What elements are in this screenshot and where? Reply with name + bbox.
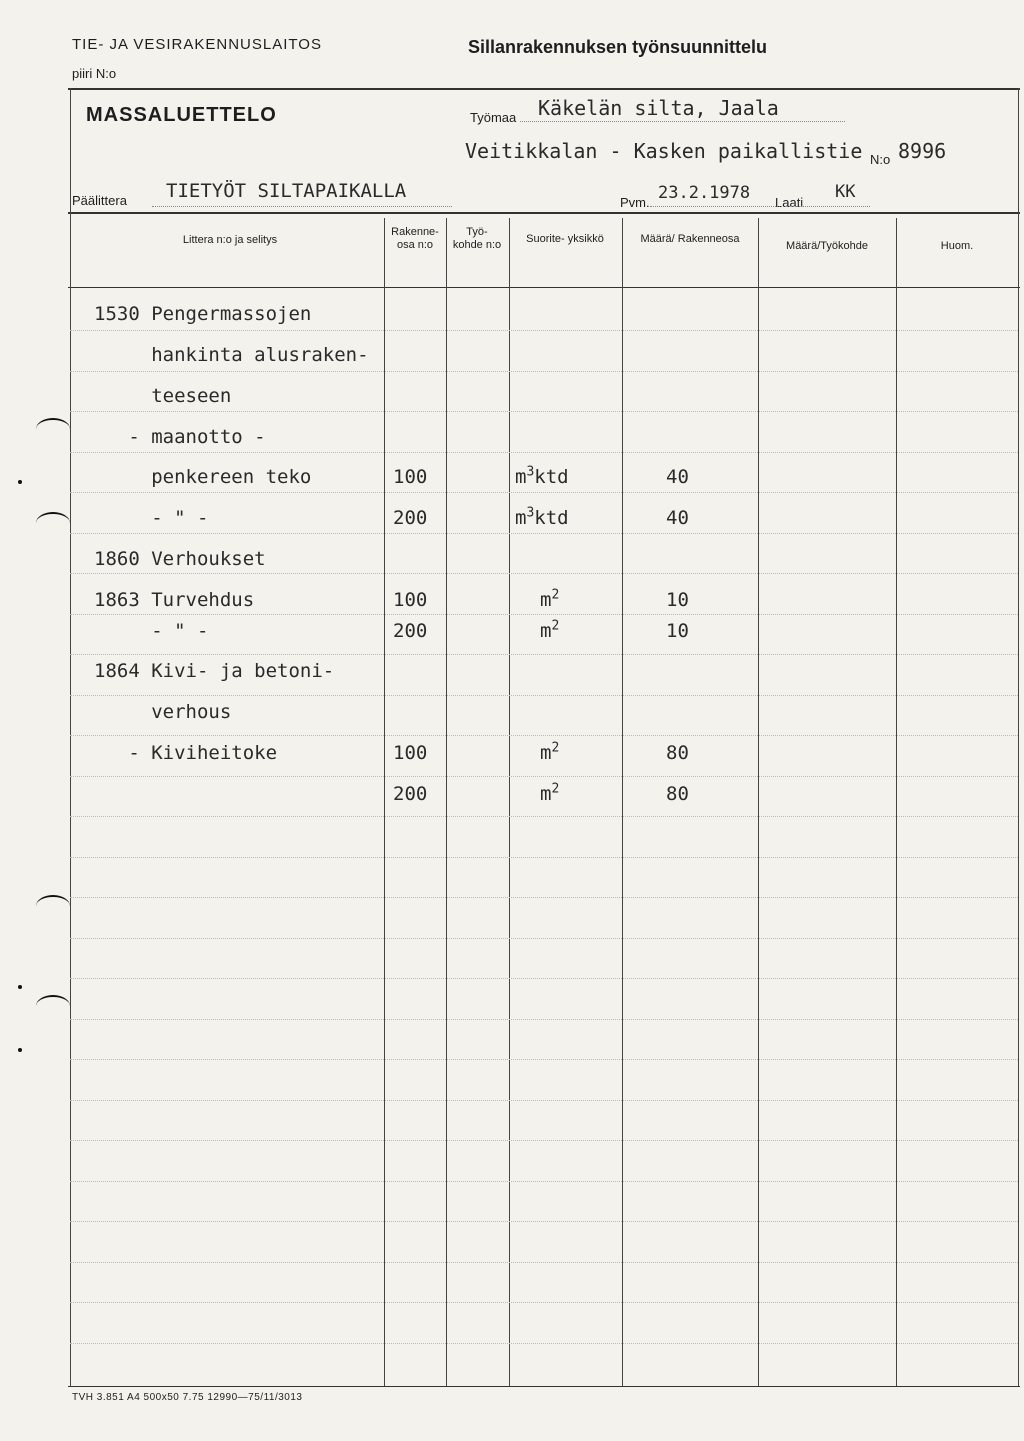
col-header-rak: Rakenne- osa n:o <box>391 226 439 251</box>
date-dotted-line <box>650 206 870 207</box>
supervisor-label: Päälittera <box>72 193 127 208</box>
worksite-dotted-line <box>520 121 845 122</box>
row-guide-line <box>70 492 1018 493</box>
row-quantity: 10 <box>666 620 689 642</box>
row-guide-line <box>70 411 1018 412</box>
author-label: Laati <box>775 195 804 210</box>
col-header-huom: Huom. <box>940 240 974 252</box>
row-guide-line <box>70 776 1018 777</box>
row-description: 1530 Pengermassojen <box>94 303 312 325</box>
row-unit: $m^2$ <box>540 618 560 642</box>
row-quantity: 80 <box>666 783 689 805</box>
row-guide-line <box>70 371 1018 372</box>
col-header-suor: Suorite- yksikkö <box>526 233 604 245</box>
col-divider-6 <box>896 218 897 1386</box>
col-divider-1 <box>384 218 385 1386</box>
row-structure-number: 200 <box>393 783 428 805</box>
number-label: N:o <box>870 152 891 167</box>
row-description: - maanotto - <box>94 426 266 448</box>
binder-hole-mark <box>36 995 70 1017</box>
header-top-rule <box>68 88 1020 90</box>
row-description: - Kiviheitoke <box>94 742 278 764</box>
row-description: 1863 Turvehdus <box>94 589 255 611</box>
row-structure-number: 100 <box>393 466 428 488</box>
frame-right <box>1018 88 1019 1386</box>
supervisor-dotted-line <box>152 206 452 207</box>
row-description: teeseen <box>94 385 232 407</box>
row-structure-number: 200 <box>393 507 428 529</box>
row-unit: $m^3ktd$ <box>515 505 569 529</box>
department-title: Sillanrakennuksen työnsuunnittelu <box>468 37 768 57</box>
row-quantity: 80 <box>666 742 689 764</box>
form-title: MASSALUETTELO <box>86 104 277 126</box>
worksite-label: Työmaa <box>470 110 517 125</box>
col-header-maara-tyo: Määrä/Työkohde <box>786 240 868 252</box>
col-header-tyo: Työ- kohde n:o <box>452 226 502 251</box>
margin-dot <box>18 1048 22 1052</box>
row-structure-number: 100 <box>393 742 428 764</box>
col-divider-5 <box>758 218 759 1386</box>
row-guide-line <box>70 1140 1018 1141</box>
col-divider-3 <box>509 218 510 1386</box>
row-description: - " - <box>94 507 209 529</box>
supervisor-value: TIETYÖT SILTAPAIKALLA <box>166 180 407 202</box>
row-guide-line <box>70 897 1018 898</box>
col-divider-4 <box>622 218 623 1386</box>
agency-name: TIE- JA VESIRAKENNUSLAITOS <box>72 36 322 53</box>
row-description: penkereen teko <box>94 466 312 488</box>
row-unit: $m^2$ <box>540 781 560 805</box>
district-label: piiri N:o <box>72 66 117 81</box>
binder-hole-mark <box>36 512 70 534</box>
row-structure-number: 200 <box>393 620 428 642</box>
row-guide-line <box>70 614 1018 615</box>
binder-hole-mark <box>36 418 70 440</box>
row-unit: $m^2$ <box>540 587 560 611</box>
row-guide-line <box>70 654 1018 655</box>
row-guide-line <box>70 1181 1018 1182</box>
number-value: 8996 <box>898 139 947 163</box>
date-value: 23.2.1978 <box>658 183 751 203</box>
row-guide-line <box>70 1221 1018 1222</box>
row-quantity: 10 <box>666 589 689 611</box>
row-guide-line <box>70 735 1018 736</box>
row-structure-number: 100 <box>393 589 428 611</box>
row-guide-line <box>70 573 1018 574</box>
row-guide-line <box>70 938 1018 939</box>
row-description: hankinta alusraken- <box>94 344 369 366</box>
margin-dot <box>18 480 22 484</box>
row-guide-line <box>70 533 1018 534</box>
margin-dot <box>18 985 22 989</box>
row-guide-line <box>70 1262 1018 1263</box>
col-divider-2 <box>446 218 447 1386</box>
row-description: 1864 Kivi- ja betoni- <box>94 660 335 682</box>
row-guide-line <box>70 1343 1018 1344</box>
row-guide-line <box>70 452 1018 453</box>
row-description: verhous <box>94 701 232 723</box>
road-value: Veitikkalan - Kasken paikallistie <box>465 139 863 163</box>
form-code: TVH 3.851 A4 500x50 7.75 12990—75/11/3013 <box>72 1392 303 1403</box>
binder-hole-mark <box>36 895 70 917</box>
worksite-value: Käkelän silta, Jaala <box>538 96 779 120</box>
row-quantity: 40 <box>666 507 689 529</box>
row-guide-line <box>70 1059 1018 1060</box>
row-guide-line <box>70 330 1018 331</box>
table-bottom-rule <box>68 1386 1020 1387</box>
row-description: 1860 Verhoukset <box>94 548 266 570</box>
row-unit: $m^2$ <box>540 740 560 764</box>
row-guide-line <box>70 1302 1018 1303</box>
row-guide-line <box>70 695 1018 696</box>
row-description: - " - <box>94 620 209 642</box>
author-value: KK <box>835 182 856 202</box>
row-guide-line <box>70 1019 1018 1020</box>
table-top-rule <box>68 212 1020 214</box>
col-header-maara-rak: Määrä/ Rakenneosa <box>640 233 740 245</box>
row-guide-line <box>70 1100 1018 1101</box>
date-label: Pvm. <box>620 195 650 210</box>
table-header-rule <box>68 287 1020 288</box>
row-guide-line <box>70 978 1018 979</box>
row-quantity: 40 <box>666 466 689 488</box>
row-guide-line <box>70 857 1018 858</box>
row-unit: $m^3ktd$ <box>515 464 569 488</box>
row-guide-line <box>70 816 1018 817</box>
col-header-litt: Littera n:o ja selitys <box>182 234 278 246</box>
frame-left <box>70 88 71 1386</box>
